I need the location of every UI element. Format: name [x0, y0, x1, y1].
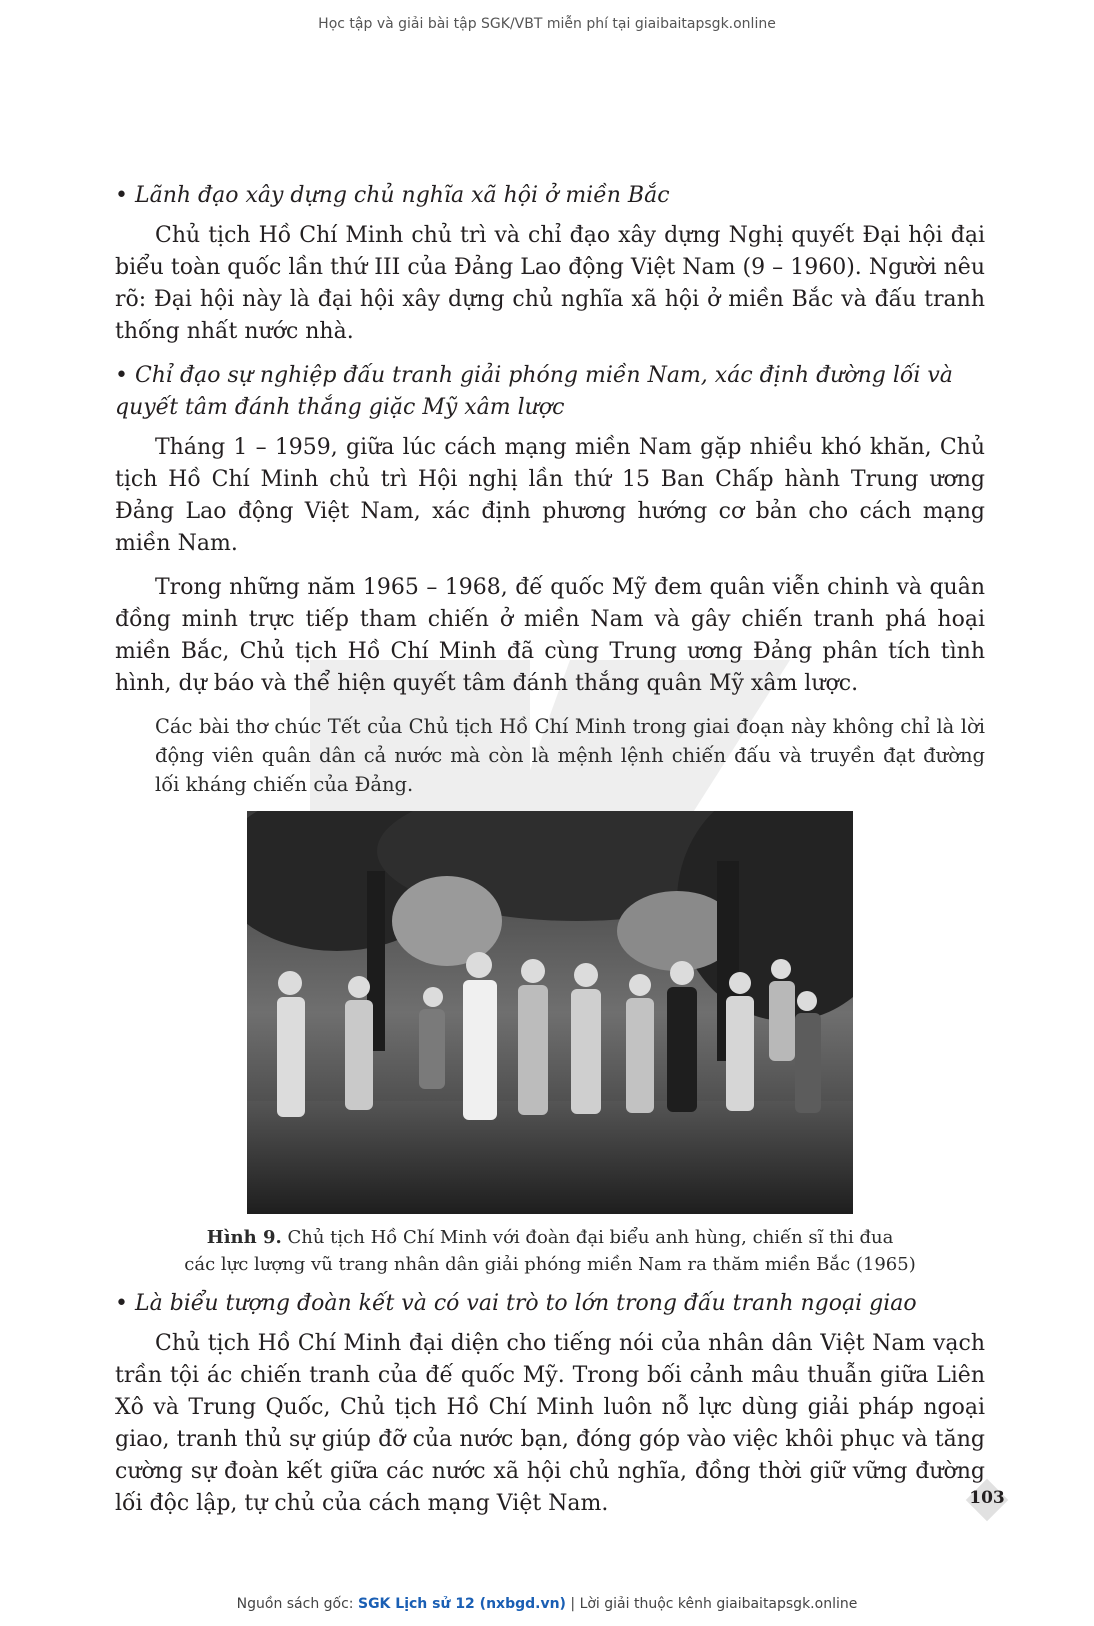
page-number: 103: [969, 1488, 1005, 1508]
figure-caption: [115, 1224, 985, 1278]
footer-source-link[interactable]: SGK Lịch sử 12 (nxbgd.vn): [357, 1596, 566, 1612]
page-content: [115, 180, 985, 1532]
section-heading-north: • Lãnh đạo xây dựng chủ nghĩa xã hội ở miền Bắc: [115, 183, 670, 208]
figure-label: Hình 9.: [206, 1227, 282, 1248]
historical-photo: [247, 811, 853, 1214]
page-number-badge: [966, 1479, 1008, 1521]
caption-line-2: các lực lượng vũ trang nhân dân giải phóng miền Nam ra thăm miền Bắc (1965): [184, 1254, 916, 1275]
caption-line-1: Chủ tịch Hồ Chí Minh với đoàn đại biểu anh hùng, chiến sĩ thi đua: [287, 1227, 894, 1248]
photo-illustration: [247, 811, 853, 1214]
footer-suffix: | Lời giải thuộc kênh giaibaitapsgk.online: [565, 1596, 858, 1612]
paragraph-diplomacy: Chủ tịch Hồ Chí Minh đại diện cho tiếng nói của nhân dân Việt Nam vạch trần tội ác chiến tranh của đế quốc Mỹ. Trong bối cảnh mâu thuẫn giữa Liên Xô và Trung Quốc, Chủ tịch Hồ Chí Minh luôn nỗ lực dùng giải pháp ngoại giao, tranh thủ sự giúp đỡ của nước bạn, đóng góp vào việc khôi phục và tăng cường sự đoàn kết giữa các nước xã hội chủ nghĩa, đồng thời giữ vững đường lối độc lập, tự chủ của cách mạng Việt Nam.: [115, 1331, 985, 1516]
paragraph-north: Chủ tịch Hồ Chí Minh chủ trì và chỉ đạo xây dựng Nghị quyết Đại hội đại biểu toàn quốc lần thứ III của Đảng Lao động Việt Nam (9 – 1960). Người nêu rõ: Đại hội này là đại hội xây dựng chủ nghĩa xã hội ở miền Bắc và đấu tranh thống nhất nước nhà.: [115, 223, 985, 344]
header-note: Học tập và giải bài tập SGK/VBT miễn phí tại giaibaitapsgk.online: [318, 16, 776, 32]
quote-tet-poems: Các bài thơ chúc Tết của Chủ tịch Hồ Chí Minh trong giai đoạn này không chỉ là lời động viên quân dân cả nước mà còn là mệnh lệnh chiến đấu và truyền đạt đường lối kháng chiến của Đảng.: [155, 715, 985, 796]
paragraph-1965: Trong những năm 1965 – 1968, đế quốc Mỹ đem quân viễn chinh và quân đồng minh trực tiếp tham chiến ở miền Nam và gây chiến tranh phá hoại miền Bắc, Chủ tịch Hồ Chí Minh đã cùng Trung ương Đảng phân tích tình hình, dự báo và thể hiện quyết tâm đánh thắng quân Mỹ xâm lược.: [115, 575, 985, 696]
section-heading-diplomacy: • Là biểu tượng đoàn kết và có vai trò to lớn trong đấu tranh ngoại giao: [115, 1291, 917, 1316]
section-heading-south: • Chỉ đạo sự nghiệp đấu tranh giải phóng miền Nam, xác định đường lối và quyết tâm đánh thắng giặc Mỹ xâm lược: [115, 363, 953, 420]
footer-note: [0, 1596, 1094, 1612]
paragraph-1959: Tháng 1 – 1959, giữa lúc cách mạng miền Nam gặp nhiều khó khăn, Chủ tịch Hồ Chí Minh chủ trì Hội nghị lần thứ 15 Ban Chấp hành Trung ương Đảng Lao động Việt Nam, xác định phương hướng cơ bản cho cách mạng miền Nam.: [115, 435, 985, 556]
footer-prefix: Nguồn sách gốc:: [236, 1596, 358, 1612]
